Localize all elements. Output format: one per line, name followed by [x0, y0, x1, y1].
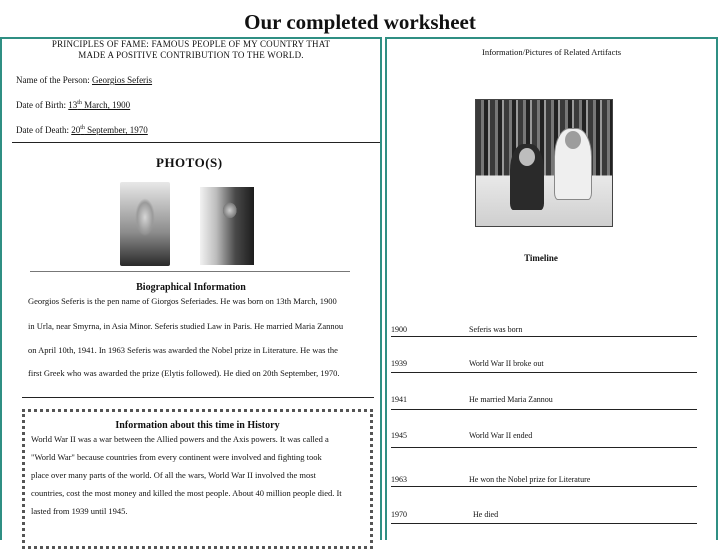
name-field: [16, 75, 152, 85]
history-line: World War II was a war between the Allied powers and the Axis powers. It was called a: [31, 434, 329, 444]
timeline-event: World War II broke out: [469, 359, 544, 368]
history-heading: Information about this time in History: [115, 420, 280, 431]
timeline-year: 1970: [391, 510, 407, 519]
divider: [12, 142, 380, 143]
worksheet-header-line2: MADE A POSITIVE CONTRIBUTION TO THE WORLD.: [78, 50, 304, 60]
timeline-event: Seferis was born: [469, 325, 523, 334]
worksheet-header: [2, 39, 380, 61]
worksheet-right-page: [385, 37, 718, 540]
timeline-heading: Timeline: [524, 253, 558, 263]
timeline-rule: [391, 336, 697, 337]
timeline-rule: [391, 372, 697, 373]
artifacts-heading: Information/Pictures of Related Artifacts: [481, 47, 622, 57]
artifact-photo: [475, 99, 613, 227]
timeline-rule: [391, 409, 697, 410]
timeline-year: 1941: [391, 395, 407, 404]
dod-day: 20: [71, 125, 81, 135]
bio-line: on April 10th, 1941. In 1963 Seferis was awarded the Nobel prize in Literature. He was the: [28, 345, 338, 355]
photos-heading: PHOTO(S): [156, 155, 223, 170]
history-line: countries, cost the most money and killed the most people. About 40 million people died. It: [31, 488, 342, 498]
bio-line: Georgios Seferis is the pen name of Giorgos Seferiades. He was born on 13th March, 1900: [28, 296, 337, 306]
history-line: lasted from 1939 until 1945.: [31, 506, 128, 516]
writing-photo: [200, 187, 254, 265]
divider: [22, 397, 374, 398]
person-figure: [510, 144, 544, 210]
worksheet-header-line1: PRINCIPLES OF FAME: FAMOUS PEOPLE OF MY COUNTRY THAT: [51, 39, 331, 49]
timeline-rule: [391, 447, 697, 448]
history-box: [22, 409, 373, 549]
bio-line: first Greek who was awarded the prize (Elytis followed). He died on 20th September, 1970.: [28, 368, 340, 378]
portrait-photo: [120, 182, 170, 266]
dod-suffix: th: [80, 125, 85, 131]
divider: [30, 271, 350, 272]
dod-rest: September, 1970: [84, 125, 148, 135]
dob-suffix: th: [77, 100, 82, 106]
dod-field: [16, 125, 148, 135]
dob-label: Date of Birth:: [16, 100, 69, 110]
dod-label: Date of Death:: [16, 125, 72, 135]
dob-field: [16, 100, 130, 110]
timeline-year: 1963: [391, 475, 407, 484]
timeline-event: He married Maria Zannou: [469, 395, 553, 404]
timeline-event: He won the Nobel prize for Literature: [469, 475, 591, 484]
name-label: Name of the Person:: [16, 75, 92, 85]
history-line: "World War" because countries from every continent were involved and fighting took: [31, 452, 322, 462]
timeline-rule: [391, 523, 697, 524]
slide-title: Our completed worksheet: [244, 10, 476, 34]
person-figure: [554, 128, 592, 200]
bio-heading: Biographical Information: [136, 282, 246, 293]
timeline-year: 1900: [391, 325, 407, 334]
history-line: place over many parts of the world. Of all the wars, World War II involved the most: [31, 470, 316, 480]
timeline-event: He died: [473, 510, 499, 519]
name-value: Georgios Seferis: [91, 75, 153, 85]
timeline-event: World War II ended: [469, 431, 533, 440]
timeline-year: 1939: [391, 359, 407, 368]
bio-line: in Urla, near Smyrna, in Asia Minor. Seferis studied Law in Paris. He married Maria Zannou: [28, 321, 344, 331]
timeline-year: 1945: [391, 431, 407, 440]
timeline-rule: [391, 486, 697, 487]
dob-rest: March, 1900: [81, 100, 131, 110]
worksheet-left-page: [0, 37, 382, 540]
dob-day: 13: [68, 100, 78, 110]
